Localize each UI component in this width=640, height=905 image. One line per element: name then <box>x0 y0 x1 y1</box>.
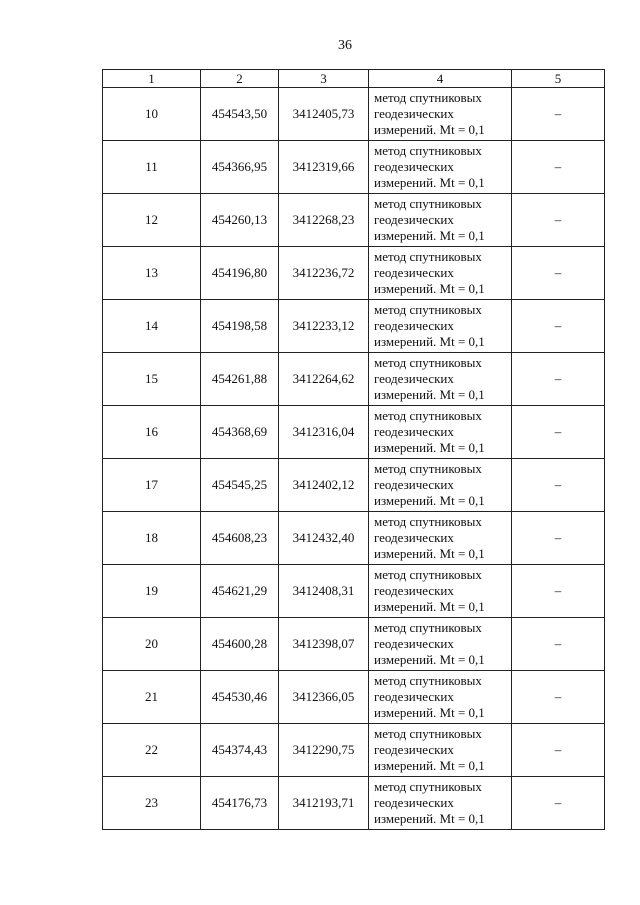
y-coordinate-cell: 3412316,04 <box>279 406 369 459</box>
y-coordinate-cell: 3412236,72 <box>279 247 369 300</box>
method-cell <box>369 406 512 459</box>
note-cell: – <box>512 565 605 618</box>
method-line: измерений. Mt = 0,1 <box>374 599 485 614</box>
note-cell: – <box>512 300 605 353</box>
note-cell: – <box>512 406 605 459</box>
coordinates-table <box>102 69 605 830</box>
method-line: геодезических <box>374 477 454 492</box>
x-coordinate-cell: 454608,23 <box>201 512 279 565</box>
method-cell <box>369 194 512 247</box>
y-coordinate-cell: 3412408,31 <box>279 565 369 618</box>
method-line: метод спутниковых <box>374 408 482 423</box>
table-header <box>103 70 605 88</box>
method-line: геодезических <box>374 636 454 651</box>
table-row <box>103 194 605 247</box>
y-coordinate-cell: 3412290,75 <box>279 724 369 777</box>
table-row <box>103 247 605 300</box>
method-line: измерений. Mt = 0,1 <box>374 228 485 243</box>
note-cell: – <box>512 459 605 512</box>
method-line: геодезических <box>374 106 454 121</box>
x-coordinate-cell: 454621,29 <box>201 565 279 618</box>
note-cell: – <box>512 618 605 671</box>
method-line: измерений. Mt = 0,1 <box>374 705 485 720</box>
table-row <box>103 406 605 459</box>
point-number-cell: 11 <box>103 141 201 194</box>
y-coordinate-cell: 3412268,23 <box>279 194 369 247</box>
method-line: геодезических <box>374 265 454 280</box>
table-body <box>103 88 605 830</box>
method-cell <box>369 671 512 724</box>
table-row <box>103 724 605 777</box>
y-coordinate-cell: 3412432,40 <box>279 512 369 565</box>
note-cell: – <box>512 141 605 194</box>
x-coordinate-cell: 454260,13 <box>201 194 279 247</box>
note-cell: – <box>512 88 605 141</box>
note-cell: – <box>512 777 605 830</box>
page-number: 36 <box>338 38 352 53</box>
method-line: геодезических <box>374 795 454 810</box>
method-line: геодезических <box>374 583 454 598</box>
method-line: метод спутниковых <box>374 249 482 264</box>
method-cell <box>369 300 512 353</box>
x-coordinate-cell: 454368,69 <box>201 406 279 459</box>
header-row <box>103 70 605 88</box>
y-coordinate-cell: 3412233,12 <box>279 300 369 353</box>
x-coordinate-cell: 454176,73 <box>201 777 279 830</box>
y-coordinate-cell: 3412398,07 <box>279 618 369 671</box>
method-line: измерений. Mt = 0,1 <box>374 493 485 508</box>
y-coordinate-cell: 3412193,71 <box>279 777 369 830</box>
method-line: метод спутниковых <box>374 673 482 688</box>
method-cell <box>369 777 512 830</box>
y-coordinate-cell: 3412264,62 <box>279 353 369 406</box>
method-line: метод спутниковых <box>374 726 482 741</box>
method-line: геодезических <box>374 212 454 227</box>
method-line: метод спутниковых <box>374 302 482 317</box>
method-line: метод спутниковых <box>374 779 482 794</box>
method-line: измерений. Mt = 0,1 <box>374 387 485 402</box>
table-row <box>103 565 605 618</box>
x-coordinate-cell: 454196,80 <box>201 247 279 300</box>
x-coordinate-cell: 454366,95 <box>201 141 279 194</box>
method-line: метод спутниковых <box>374 143 482 158</box>
method-cell <box>369 724 512 777</box>
method-line: метод спутниковых <box>374 196 482 211</box>
y-coordinate-cell: 3412366,05 <box>279 671 369 724</box>
point-number-cell: 22 <box>103 724 201 777</box>
point-number-cell: 17 <box>103 459 201 512</box>
method-line: геодезических <box>374 424 454 439</box>
method-line: измерений. Mt = 0,1 <box>374 811 485 826</box>
point-number-cell: 19 <box>103 565 201 618</box>
method-line: измерений. Mt = 0,1 <box>374 122 485 137</box>
x-coordinate-cell: 454543,50 <box>201 88 279 141</box>
method-cell <box>369 565 512 618</box>
method-line: измерений. Mt = 0,1 <box>374 334 485 349</box>
table-row <box>103 671 605 724</box>
x-coordinate-cell: 454198,58 <box>201 300 279 353</box>
point-number-cell: 16 <box>103 406 201 459</box>
table-row <box>103 512 605 565</box>
method-line: метод спутниковых <box>374 620 482 635</box>
x-coordinate-cell: 454374,43 <box>201 724 279 777</box>
method-line: измерений. Mt = 0,1 <box>374 440 485 455</box>
x-coordinate-cell: 454545,25 <box>201 459 279 512</box>
method-line: измерений. Mt = 0,1 <box>374 652 485 667</box>
y-coordinate-cell: 3412402,12 <box>279 459 369 512</box>
method-line: измерений. Mt = 0,1 <box>374 281 485 296</box>
table-row <box>103 459 605 512</box>
note-cell: – <box>512 671 605 724</box>
header-col-1: 1 <box>103 70 201 88</box>
method-line: измерений. Mt = 0,1 <box>374 758 485 773</box>
table-row <box>103 141 605 194</box>
table-row <box>103 618 605 671</box>
point-number-cell: 20 <box>103 618 201 671</box>
point-number-cell: 21 <box>103 671 201 724</box>
method-line: метод спутниковых <box>374 355 482 370</box>
method-line: метод спутниковых <box>374 461 482 476</box>
header-col-3: 3 <box>279 70 369 88</box>
y-coordinate-cell: 3412405,73 <box>279 88 369 141</box>
method-line: геодезических <box>374 318 454 333</box>
method-cell <box>369 512 512 565</box>
x-coordinate-cell: 454530,46 <box>201 671 279 724</box>
table-row <box>103 777 605 830</box>
point-number-cell: 13 <box>103 247 201 300</box>
point-number-cell: 14 <box>103 300 201 353</box>
point-number-cell: 12 <box>103 194 201 247</box>
table-row <box>103 300 605 353</box>
table-row <box>103 88 605 141</box>
table-row <box>103 353 605 406</box>
point-number-cell: 15 <box>103 353 201 406</box>
method-cell <box>369 247 512 300</box>
method-line: измерений. Mt = 0,1 <box>374 175 485 190</box>
x-coordinate-cell: 454261,88 <box>201 353 279 406</box>
method-cell <box>369 88 512 141</box>
method-line: метод спутниковых <box>374 567 482 582</box>
method-line: метод спутниковых <box>374 90 482 105</box>
method-line: геодезических <box>374 689 454 704</box>
note-cell: – <box>512 512 605 565</box>
point-number-cell: 23 <box>103 777 201 830</box>
method-line: геодезических <box>374 742 454 757</box>
method-line: геодезических <box>374 159 454 174</box>
note-cell: – <box>512 724 605 777</box>
header-col-5: 5 <box>512 70 605 88</box>
header-col-2: 2 <box>201 70 279 88</box>
method-cell <box>369 141 512 194</box>
note-cell: – <box>512 247 605 300</box>
y-coordinate-cell: 3412319,66 <box>279 141 369 194</box>
header-col-4: 4 <box>369 70 512 88</box>
x-coordinate-cell: 454600,28 <box>201 618 279 671</box>
point-number-cell: 10 <box>103 88 201 141</box>
note-cell: – <box>512 194 605 247</box>
method-line: геодезических <box>374 371 454 386</box>
point-number-cell: 18 <box>103 512 201 565</box>
method-cell <box>369 459 512 512</box>
method-cell <box>369 353 512 406</box>
method-line: геодезических <box>374 530 454 545</box>
method-cell <box>369 618 512 671</box>
method-line: метод спутниковых <box>374 514 482 529</box>
note-cell: – <box>512 353 605 406</box>
method-line: измерений. Mt = 0,1 <box>374 546 485 561</box>
